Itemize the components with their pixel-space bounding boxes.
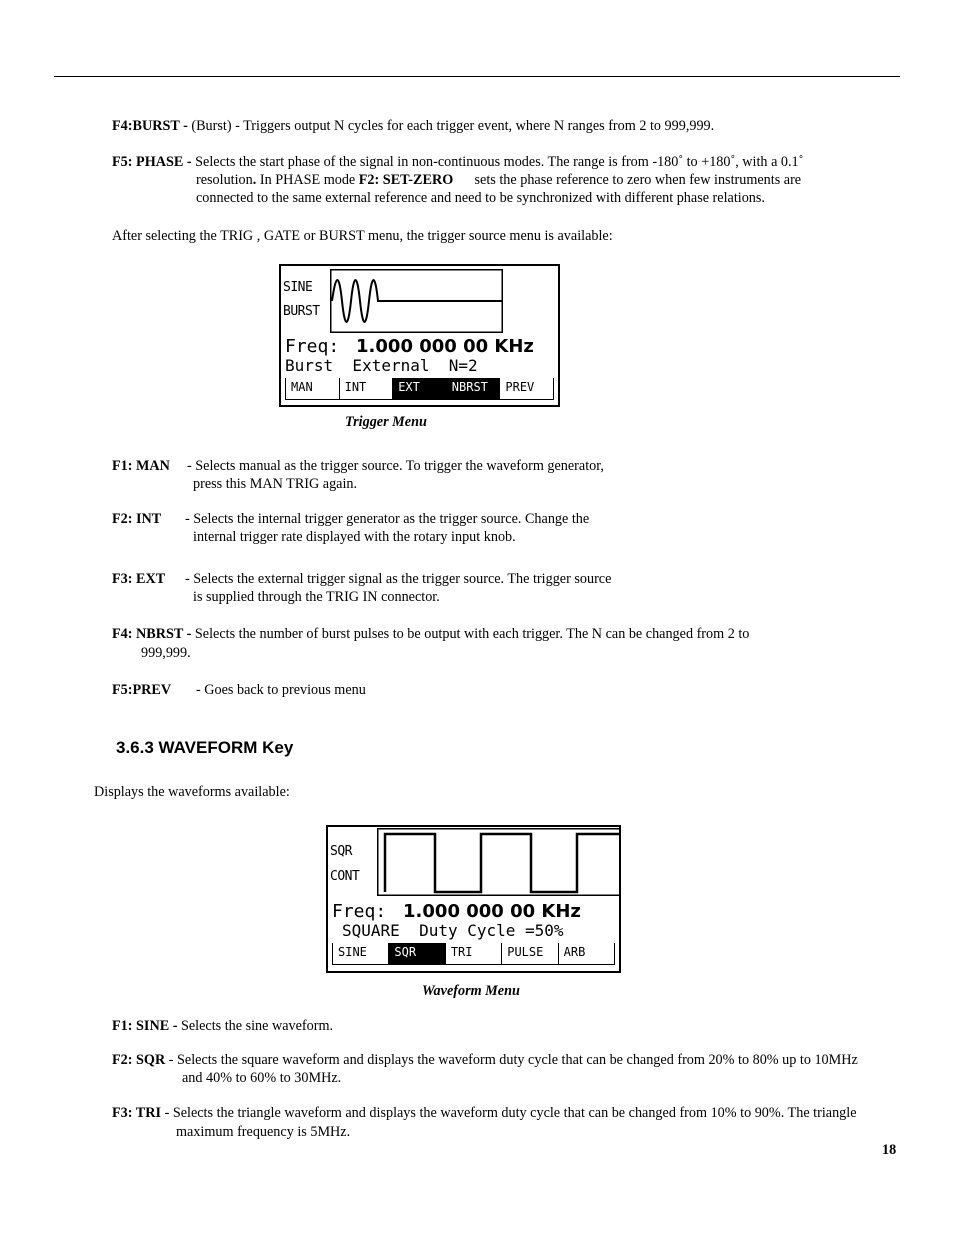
trigger-freq-label: Freq: [285, 336, 340, 357]
softkey-sqr[interactable]: SQR [388, 943, 444, 965]
waveform-freq-value: 1.000 000 00 KHz [403, 901, 581, 922]
burst-text: (Burst) - Triggers output N cycles for each trigger event, where N ranges from 2 to 999,999. [187, 118, 715, 134]
phase-dot: . [252, 172, 257, 188]
phase-resolution: resolution [196, 172, 253, 188]
tri-text: - Selects the triangle waveform and displays the waveform duty cycle that can be changed from 10% to 90%. The triangle [161, 1105, 857, 1121]
sqr-text: - Selects the square waveform and displays the waveform duty cycle that can be changed from 20% to 80% up to 10MHz [165, 1052, 858, 1068]
lcd-mode-sqr: SQR [330, 844, 352, 859]
tri-line-2: maximum frequency is 5MHz. [176, 1124, 351, 1140]
lcd-mode-burst: BURST [283, 304, 320, 319]
ext-label: F3: EXT [112, 571, 166, 587]
man-line-1: - Selects manual as the trigger source. To trigger the waveform generator, [187, 458, 604, 474]
prev-line-1: - Goes back to previous menu [196, 682, 366, 698]
prev-label: F5:PREV [112, 682, 172, 698]
phase-line-1 [112, 153, 803, 171]
sine-label: F1: SINE - [112, 1018, 178, 1034]
softkey-pulse[interactable]: PULSE [501, 943, 557, 965]
waveform-freq-label: Freq: [332, 901, 387, 922]
int-label: F2: INT [112, 511, 162, 527]
burst-paragraph [112, 117, 714, 135]
softkey-prev[interactable]: PREV [499, 378, 554, 400]
trigger-menu-caption: Trigger Menu [345, 414, 427, 430]
sine-text: Selects the sine waveform. [177, 1018, 334, 1034]
lcd-mode-sine: SINE [283, 280, 313, 295]
phase-text-2b: In PHASE mode [256, 172, 359, 188]
burst-label: F4:BURST - [112, 118, 188, 134]
int-line-1: - Selects the internal trigger generator as the trigger source. Change the [185, 511, 590, 527]
lcd-mode-cont: CONT [330, 869, 360, 884]
softkey-ext[interactable]: EXT [392, 378, 446, 400]
waveform-status-line: SQUARE Duty Cycle =50% [342, 921, 564, 940]
sqr-label: F2: SQR [112, 1052, 166, 1068]
phase-label: F5: PHASE - [112, 154, 192, 170]
page-number: 18 [882, 1142, 897, 1158]
burst-waveform [330, 269, 503, 333]
nbrst-label: F4: NBRST - [112, 626, 192, 642]
ext-line-1: - Selects the external trigger signal as the trigger source. The trigger source [185, 571, 612, 587]
softkey-sine[interactable]: SINE [332, 943, 388, 965]
waveform-menu-lcd [326, 825, 621, 973]
sqr-line-1 [112, 1051, 858, 1069]
after-select-text: After selecting the TRIG , GATE or BURST menu, the trigger source menu is available: [112, 228, 613, 244]
waveform-softkey-bar [332, 943, 615, 965]
section-heading: 3.6.3 WAVEFORM Key [116, 738, 294, 757]
phase-text-2c: sets the phase reference to zero when few instruments are [453, 172, 802, 188]
int-line-2: internal trigger rate displayed with the rotary input knob. [193, 529, 516, 545]
softkey-man[interactable]: MAN [285, 378, 339, 400]
softkey-nbrst[interactable]: NBRST [446, 378, 500, 400]
softkey-arb[interactable]: ARB [558, 943, 615, 965]
trigger-softkey-bar [285, 378, 554, 400]
header-rule [54, 76, 900, 77]
man-label: F1: MAN [112, 458, 170, 474]
ext-line-2: is supplied through the TRIG IN connector. [193, 589, 440, 605]
trigger-freq-value: 1.000 000 00 KHz [356, 336, 534, 357]
displays-text: Displays the waveforms available: [94, 784, 290, 800]
tri-label: F3: TRI [112, 1105, 162, 1121]
nbrst-line-1 [112, 625, 749, 643]
square-waveform [377, 828, 621, 896]
sqr-line-2: and 40% to 60% to 30MHz. [182, 1070, 342, 1086]
softkey-int[interactable]: INT [339, 378, 393, 400]
phase-setzero: F2: SET-ZERO [358, 172, 454, 188]
man-line-2: press this MAN TRIG again. [193, 476, 358, 492]
sine-line-1 [112, 1017, 333, 1035]
phase-line-2 [196, 171, 801, 189]
tri-line-1 [112, 1104, 857, 1122]
waveform-menu-caption: Waveform Menu [422, 983, 520, 999]
softkey-tri[interactable]: TRI [445, 943, 501, 965]
nbrst-line-2: 999,999. [141, 645, 191, 661]
nbrst-text: Selects the number of burst pulses to be output with each trigger. The N can be changed from 2 to [191, 626, 750, 642]
trigger-menu-lcd [279, 264, 560, 407]
phase-line-3: connected to the same external reference and need to be synchronized with different phase relations. [196, 190, 765, 206]
trigger-status-line: Burst External N=2 [285, 356, 478, 375]
phase-text-1: Selects the start phase of the signal in non-continuous modes. The range is from -180˚ to +180˚, with a 0.1˚ [191, 154, 804, 170]
